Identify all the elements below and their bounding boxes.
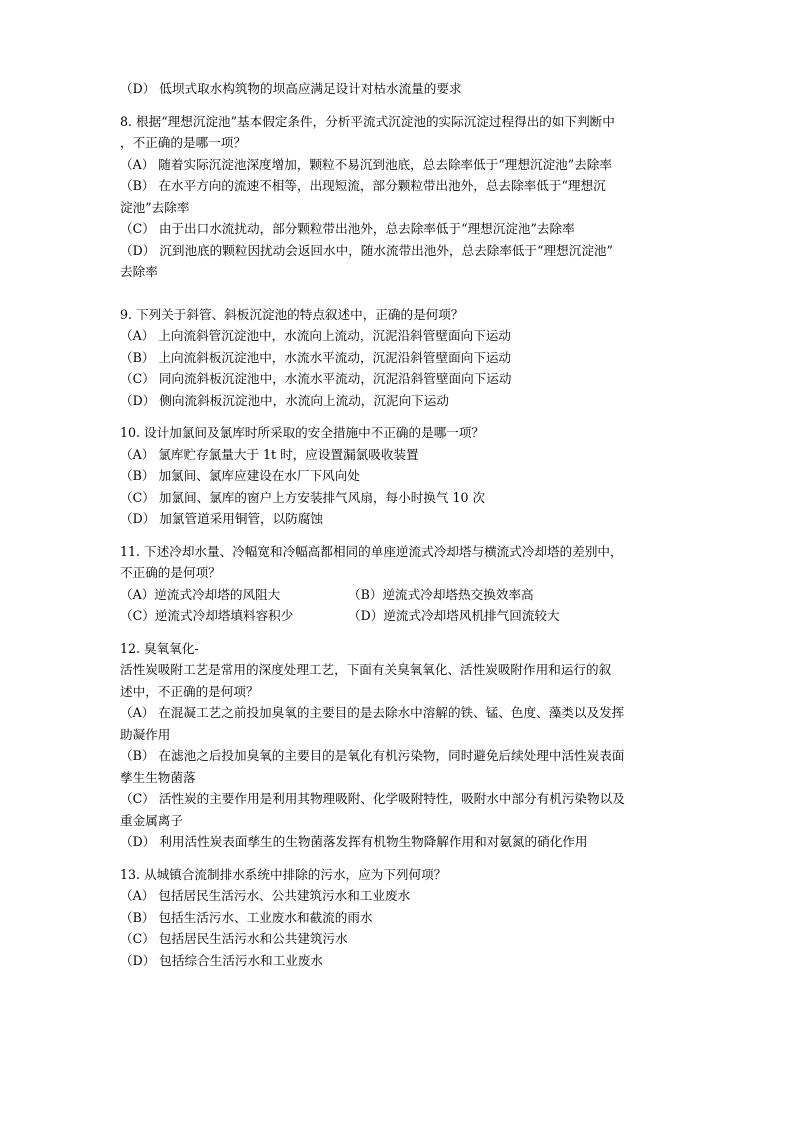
q12-option-b-line-2: 孳生生物菌落: [120, 769, 196, 785]
q9-option-c: （C） 同向流斜板沉淀池中，水流水平流动，沉泥沿斜管壁面向下运动: [120, 371, 512, 386]
q11-options-row-2: [120, 605, 672, 627]
q12-option-b-line-1: （B） 在滤池之后投加臭氧的主要目的是氧化有机污染物，同时避免后续处理中活性炭表面: [120, 748, 625, 763]
q8-option-b-line-1: （B） 在水平方向的流速不相等，出现短流，部分颗粒带出池外，总去除率低于“理想沉: [120, 178, 606, 193]
q8-option-d-line-1: （D） 沉到池底的颗粒因扰动会返回水中，随水流带出池外，总去除率低于“理想沉淀池”: [120, 242, 613, 258]
q11-option-b: （B）逆流式冷却塔热交换效率高: [348, 586, 534, 602]
q13-option-b: （B） 包括生活污水、工业废水和截流的雨水: [120, 909, 373, 925]
q8-option-b-line-2: 淀池”去除率: [120, 199, 190, 215]
q9-option-a: （A） 上向流斜管沉淀池中，水流向上流动，沉泥沿斜管壁面向下运动: [120, 328, 511, 343]
q12-option-a-line-1: （A） 在混凝工艺之前投加臭氧的主要目的是去除水中溶解的铁、锰、色度、藻类以及发挥: [120, 705, 625, 720]
q11-stem-line-1: 11. 下述冷却水量、冷幅宽和冷幅高都相同的单座逆流式冷却塔与横流式冷却塔的差别中，: [120, 543, 623, 559]
q11-option-a: （A）逆流式冷却塔的风阻大: [120, 586, 281, 602]
q12-option-a-line-2: 助凝作用: [120, 726, 171, 742]
q9-stem: 9. 下列关于斜管、斜板沉淀池的特点叙述中，正确的是何项？: [120, 306, 464, 322]
q13-option-a: （A） 包括居民生活污水、公共建筑污水和工业废水: [120, 888, 411, 903]
q8-option-c: （C） 由于出口水流扰动，部分颗粒带出池外，总去除率低于“理想沉淀池”去除率: [120, 221, 575, 236]
q10-option-a: （A） 氯库贮存氯量大于 1t 时，应设置漏氯吸收装置: [120, 446, 419, 462]
q8-stem-line-2: ，不正确的是哪一项？: [120, 135, 246, 150]
q12-stem-line-1: 12. 臭氧氧化-: [120, 640, 199, 656]
question-10: [120, 422, 672, 530]
q13-option-d: （D） 包括综合生活污水和工业废水: [120, 952, 324, 968]
question-13: [120, 864, 672, 972]
question-12: [120, 638, 672, 853]
q10-option-d: （D） 加氯管道采用铜管，以防腐蚀: [120, 511, 324, 526]
question-7-fragment: [120, 78, 672, 100]
q8-option-a: （A） 随着实际沉淀池深度增加，颗粒不易沉到池底，总去除率低于“理想沉淀池”去除率: [120, 156, 612, 172]
q12-stem-line-2: 活性炭吸附工艺是常用的深度处理工艺，下面有关臭氧氧化、活性炭吸附作用和运行的叙: [120, 662, 612, 677]
question-8: [120, 111, 672, 283]
q9-option-b: （B） 上向流斜板沉淀池中，水流水平流动，沉泥沿斜管壁面向下运动: [120, 349, 512, 365]
q12-option-c-line-1: （C） 活性炭的主要作用是利用其物理吸附、化学吸附特性，吸附水中部分有机污染物以及: [120, 791, 625, 806]
question-11: [120, 541, 672, 627]
q8-stem-line-1: 8. 根据“理想沉淀池”基本假定条件，分析平流式沉淀池的实际沉淀过程得出的如下判断中: [120, 113, 615, 129]
q10-stem: 10. 设计加氯间及氯库时所采取的安全措施中不正确的是哪一项？: [120, 425, 485, 440]
q13-option-c: （C） 包括居民生活污水和公共建筑污水: [120, 931, 348, 946]
q8-option-d-line-2: 去除率: [120, 264, 158, 279]
q11-option-d: （D）逆流式冷却塔风机排气回流较大: [348, 608, 560, 623]
question-9: [120, 304, 672, 412]
q11-options-row-1: [120, 584, 672, 606]
q13-stem: 13. 从城镇合流制排水系统中排除的污水，应为下列何项？: [120, 866, 447, 882]
exam-page: [120, 78, 672, 971]
q11-stem-line-2: 不正确的是何项？: [120, 565, 221, 580]
q9-option-d: （D） 侧向流斜板沉淀池中，水流向上流动，沉泥向下运动: [120, 392, 449, 408]
q12-option-d: （D） 利用活性炭表面孳生的生物菌落发挥有机物生物降解作用和对氨氮的硝化作用: [120, 834, 588, 849]
q10-option-c: （C） 加氯间、氯库的窗户上方安装排气风扇，每小时换气 10 次: [120, 489, 486, 505]
q7-option-d: （D） 低坝式取水构筑物的坝高应满足设计对枯水流量的要求: [120, 81, 462, 96]
q10-option-b: （B） 加氯间、氯库应建设在水厂下风向处: [120, 468, 360, 483]
q12-option-c-line-2: 重金属离子: [120, 812, 183, 828]
q12-stem-line-3: 述中，不正确的是何项？: [120, 683, 259, 699]
q11-option-c: （C）逆流式冷却塔填料容积少: [120, 608, 294, 623]
